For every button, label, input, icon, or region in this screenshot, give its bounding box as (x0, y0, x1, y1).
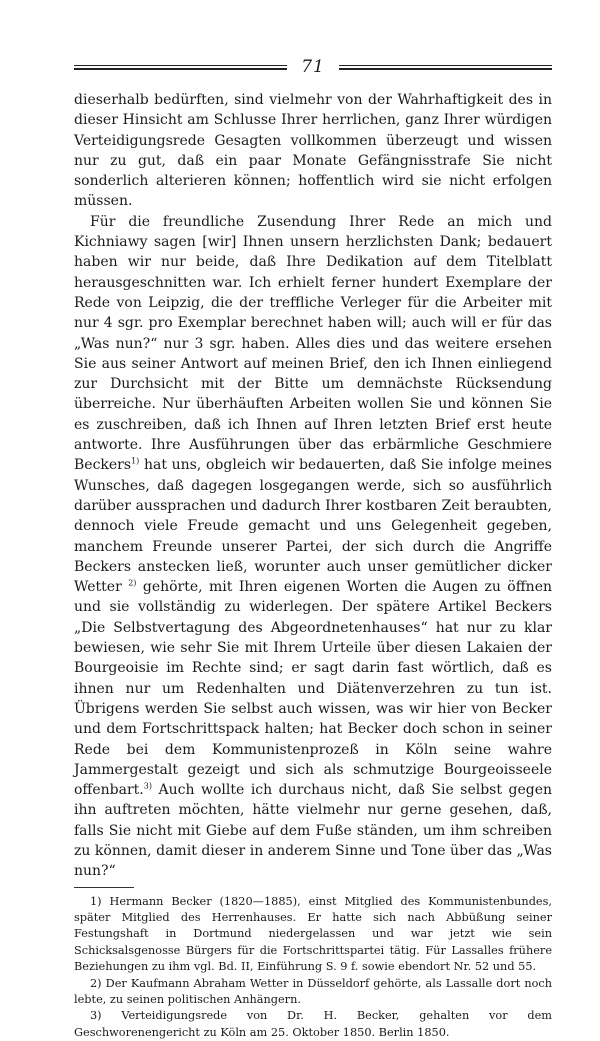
footnote-3: 3) Verteidigungsrede von Dr. H. Becker, gehalten vor dem Geschworenengericht zu Köln am 25. Oktober 1850. Berlin 1850. (74, 1009, 552, 1039)
paragraph-2-part-4: Auch wollte ich durchaus nicht, daß Sie selbst gegen ihn auftreten möchten, hätte vielmehr nur gerne gesehen, daß, falls Sie nicht mit Giebe auf dem Fuße ständen, um ihm schreiben zu können, damit dieser in anderem Sinne und Tone über das „Was nun?“ (74, 782, 553, 880)
paragraph-1: dieserhalb bedürften, sind vielmehr von der Wahrhaftigkeit des in dieser Hinsicht am Schlusse Ihrer herrlichen, ganz Ihrer würdigen Verteidigungsrede Gesagten vollkommen überzeugt und wissen nur zu gut, daß ein paar Monate Gefängnisstrafe Sie nicht sonderlich alterieren können; hoffentlich wird sie nicht erfolgen müssen. (74, 92, 552, 210)
footnote-ref-1[interactable]: 1) (131, 456, 140, 466)
paragraph-2-part-3: gehörte, mit Ihren eigenen Worten die Augen zu öffnen und sie vollständig zu widerlegen. Der spätere Artikel Beckers „Die Selbstvertagung des Abgeordnetenhauses“ hat nur zu klar bewiesen, wie sehr Sie mit Ihrem Urteile über diesen Lakaien der Bourgeoisie im Rechte sind; er sagt darin fast wörtlich, daß es ihnen nur um Redenhalten und Diätenverzehren zu tun ist. Übrigens werden Sie selbst auch wissen, was wir hier von Becker und dem Fortschrittspack halten; hat Becker doch schon in seiner Rede bei dem Kommunistenprozeß in Köln seine wahre Jammergestalt gezeigt und sich als schmutzige Bourgeoisseele offenbart. (74, 579, 552, 799)
paragraph-2 (74, 212, 552, 882)
page-number: 71 (301, 57, 325, 77)
footnote-ref-3[interactable]: 3) (143, 781, 152, 791)
header-rule-right (339, 65, 552, 70)
paragraph-2-part-1: Für die freundliche Zusendung Ihrer Rede an mich und Kichniawy sagen [wir] Ihnen unsern herzlichsten Dank; bedauert haben wir nur beide, daß Ihre Dedikation auf dem Titelblatt herausgeschnitten war. Ich erhielt ferner hundert Exemplare der Rede von Leipzig, die der treffliche Verleger für die Arbeiter mit nur 4 sgr. pro Exemplar berechnet haben will; auch will er für das „Was nun?“ nur 3 sgr. haben. Alles dies und das weitere ersehen Sie aus seiner Antwort auf meinen Brief, den ich Ihnen einliegend zur Durchsicht mit der Bitte um demnächste Rücksendung überreiche. Nur überhäuften Arbeiten wollen Sie und können Sie es zuschreiben, daß ich Ihnen auf Ihren letzten Brief erst heute antworte. Ihre Ausführungen über das erbärmliche Geschmiere Beckers (74, 213, 552, 474)
footnotes (74, 894, 552, 1041)
footnote-1: 1) Hermann Becker (1820—1885), einst Mitglied des Kommunistenbundes, später Mitglied des Herrenhauses. Er hatte sich nach Abbüßung seiner Festungshaft in Dortmund niedergelassen und war jetzt wie sein Schicksalsgenosse Bürgers für die Fortschrittspartei tätig. Für Lassalles frühere Beziehungen zu ihm vgl. Bd. II, Einführung S. 9 f. sowie ebendort Nr. 52 und 55. (74, 894, 552, 974)
footnote-2: 2) Der Kaufmann Abraham Wetter in Düsseldorf gehörte, als Lassalle dort noch lebte, zu seinen politischen Anhängern. (74, 976, 552, 1007)
book-page (74, 52, 552, 1041)
header-rule-left (74, 65, 287, 70)
footnote-ref-2[interactable]: 2) (128, 578, 137, 588)
footnote-divider (74, 887, 134, 888)
main-text (74, 90, 552, 882)
paragraph-2-part-2: hat uns, obgleich wir bedauerten, daß Sie infolge meines Wunsches, daß dagegen losgegangen werde, sich so ausführlich darüber aussprachen und dadurch Ihrer kostbaren Zeit beraubten, dennoch viele Freude gemacht und uns Gelegenheit gegeben, manchem Freunde unserer Partei, der sich durch die Angriffe Beckers anstecken ließ, worunter auch unser gemütlicher dicker Wetter (74, 457, 552, 596)
page-header (74, 52, 552, 82)
